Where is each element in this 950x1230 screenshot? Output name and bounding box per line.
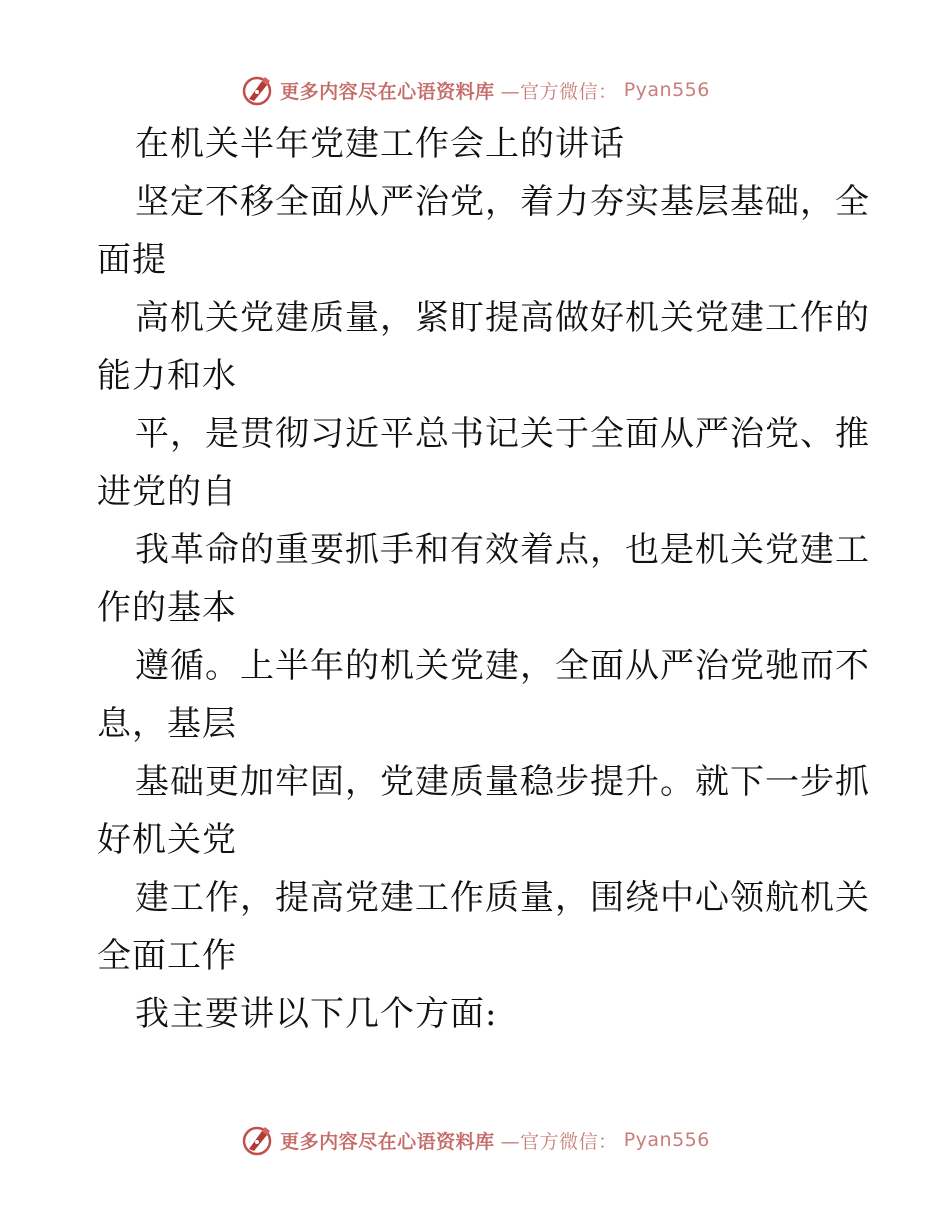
banner-separator-text: —官方微信：	[500, 80, 618, 103]
banner-separator-text: —官方微信：	[500, 1130, 618, 1153]
paragraph-line: 我主要讲以下几个方面:	[135, 994, 498, 1034]
paragraph-line: 基础更加牢固，党建质量稳步提升。就下一步抓	[135, 762, 870, 802]
paragraph-line: 平，是贯彻习近平总书记关于全面从严治党、推	[135, 414, 870, 454]
paragraph-line: 全面工作	[97, 936, 237, 976]
paragraph-line: 建工作，提高党建工作质量，围绕中心领航机关	[135, 878, 870, 918]
paragraph-line: 好机关党	[97, 820, 237, 860]
paragraph-line: 能力和水	[97, 356, 237, 396]
paragraph-line: 面提	[97, 240, 167, 280]
header-banner	[0, 70, 950, 110]
paragraph-line: 进党的自	[97, 472, 237, 512]
paragraph-line: 作的基本	[97, 588, 237, 628]
paragraph-line: 高机关党建质量，紧盯提高做好机关党建工作的	[135, 298, 870, 338]
banner-brand-text: 更多内容尽在心语资料库	[280, 1130, 495, 1153]
paragraph-line: 遵循。上半年的机关党建，全面从严治党驰而不	[135, 646, 870, 686]
banner-wechat-handle: Pyan556	[623, 79, 710, 101]
paragraph-line: 息，基层	[97, 704, 237, 744]
document-body	[97, 115, 870, 1043]
paragraph-line: 坚定不移全面从严治党，着力夯实基层基础，全	[135, 182, 870, 222]
paragraph-line: 我革命的重要抓手和有效着点，也是机关党建工	[135, 530, 870, 570]
pen-nib-circle-icon	[240, 73, 274, 107]
banner-brand-text: 更多内容尽在心语资料库	[280, 80, 495, 103]
footer-banner	[0, 1120, 950, 1160]
pen-nib-circle-icon	[240, 1123, 274, 1157]
banner-wechat-handle: Pyan556	[623, 1129, 710, 1151]
document-title: 在机关半年党建工作会上的讲话	[135, 124, 625, 164]
